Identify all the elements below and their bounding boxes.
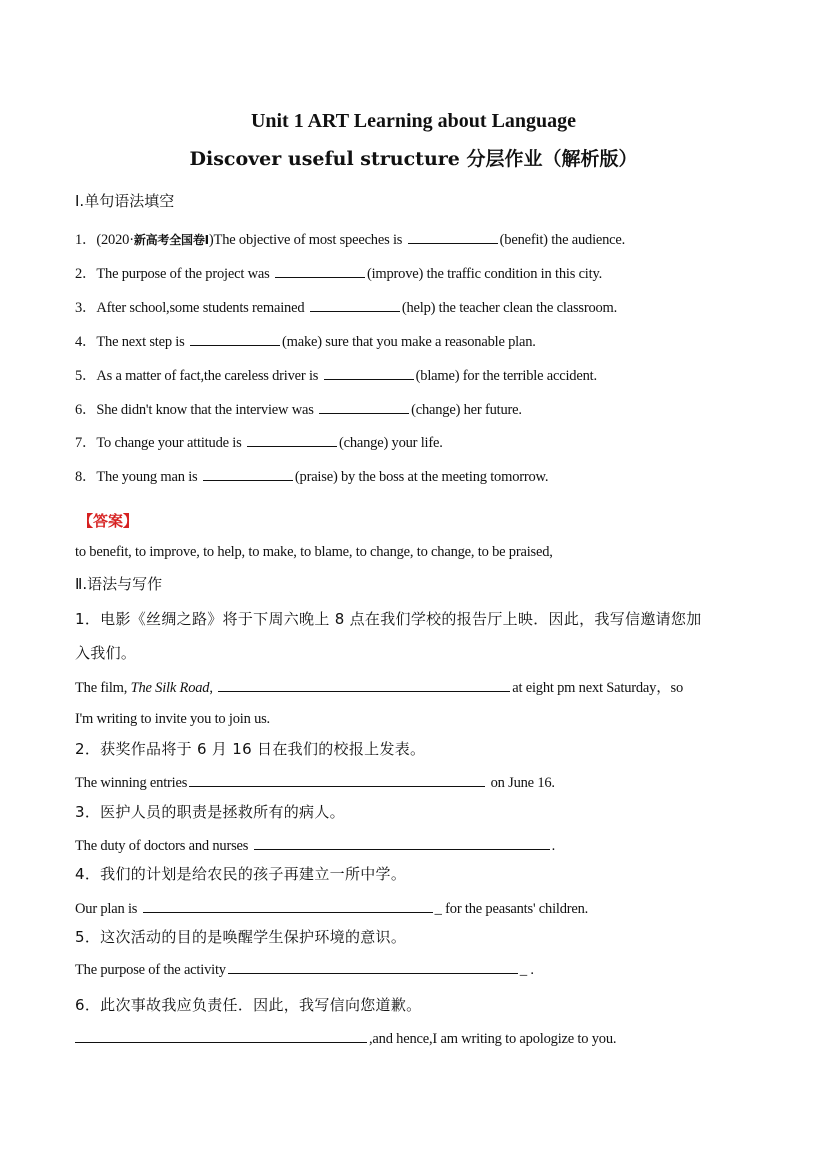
- answer-blank-5[interactable]: [324, 366, 414, 380]
- page-subtitle: Discover useful structure 分层作业（解析版）: [189, 148, 638, 170]
- q6-chinese: 6．此次事故我应负责任．因此，我写信向您道歉。: [75, 996, 422, 1014]
- q1-english: The film, The Silk Road, at eight pm next Saturday，so: [75, 680, 684, 696]
- q3-english: The duty of doctors and nurses .: [75, 838, 556, 854]
- exercise-item-7: 7．To change your attitude is (change) your life.: [75, 435, 443, 451]
- q6-english: ,and hence,I am writing to apologize to you.: [75, 1029, 616, 1048]
- exercise-item-2: 2．The purpose of the project was (improve) the traffic condition in this city.: [75, 266, 602, 282]
- answer-text: to benefit, to improve, to help, to make, to blame, to change, to change, to be praised,: [75, 544, 553, 560]
- answer-blank-2[interactable]: [275, 264, 365, 278]
- q3-chinese: 3．医护人员的职责是拯救所有的病人。: [75, 803, 345, 821]
- answer-blank-7[interactable]: [247, 433, 337, 447]
- q4-chinese: 4．我们的计划是给农民的孩子再建立一所中学。: [75, 865, 407, 883]
- exercise-item-1: 1．(2020·新高考全国卷Ⅰ)The objective of most speeches is (benefit) the audience.: [75, 232, 626, 248]
- section1-heading: Ⅰ.单句语法填空: [75, 192, 175, 210]
- q4-answer-blank[interactable]: [143, 899, 433, 913]
- q1-english-line2: I'm writing to invite you to join us.: [75, 711, 270, 727]
- q1-chinese-line2: 入我们。: [75, 644, 137, 662]
- answer-blank-6[interactable]: [319, 400, 409, 414]
- exercise-item-6: 6．She didn't know that the interview was (change) her future.: [75, 402, 522, 418]
- q1-chinese-line1: 1．电影《丝绸之路》将于下周六晚上 8 点在我们学校的报告厅上映．因此，我写信邀请您加: [75, 610, 702, 628]
- answer-blank-4[interactable]: [190, 332, 280, 346]
- q4-english: Our plan is _ for the peasants' children.: [75, 901, 589, 917]
- exercise-item-3: 3．After school,some students remained (help) the teacher clean the classroom.: [75, 300, 618, 316]
- exercise-item-4: 4．The next step is (make) sure that you make a reasonable plan.: [75, 334, 536, 350]
- q5-chinese: 5．这次活动的目的是唤醒学生保护环境的意识。: [75, 928, 407, 946]
- answer-label: 【答案】: [78, 512, 139, 530]
- answer-blank-3[interactable]: [310, 298, 400, 312]
- q3-answer-blank[interactable]: [254, 836, 550, 850]
- answer-blank-1[interactable]: [408, 230, 498, 244]
- q6-answer-blank[interactable]: [75, 1029, 367, 1043]
- q5-english: The purpose of the activity _ .: [75, 962, 534, 978]
- q1-answer-blank[interactable]: [218, 678, 510, 692]
- exercise-item-5: 5．As a matter of fact,the careless driver is (blame) for the terrible accident.: [75, 368, 597, 384]
- q2-answer-blank[interactable]: [189, 773, 485, 787]
- q5-answer-blank[interactable]: [228, 960, 518, 974]
- exercise-item-8: 8．The young man is (praise) by the boss at the meeting tomorrow.: [75, 469, 549, 485]
- answer-blank-8[interactable]: [203, 467, 293, 481]
- section2-heading: Ⅱ.语法与写作: [75, 575, 163, 593]
- q2-chinese: 2．获奖作品将于 6 月 16 日在我们的校报上发表。: [75, 740, 426, 758]
- page-title: Unit 1 ART Learning about Language: [250, 110, 577, 132]
- q2-english: The winning entries on June 16.: [75, 775, 555, 791]
